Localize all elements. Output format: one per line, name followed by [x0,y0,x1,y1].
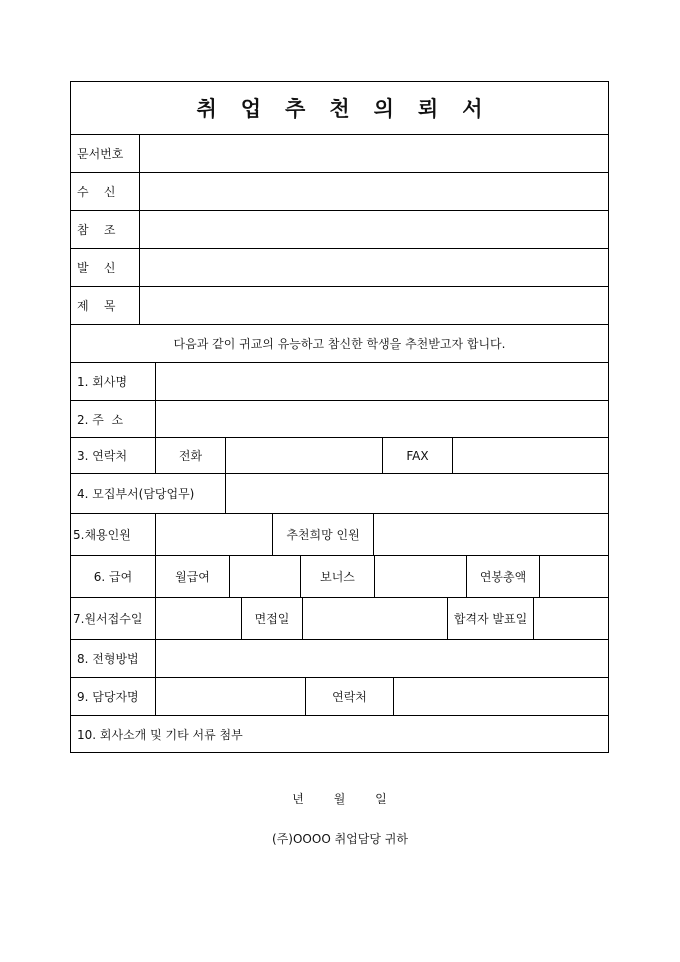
title-row [71,82,608,134]
notice-row [71,324,608,362]
subject-row [71,286,608,324]
dept-field[interactable] [225,474,608,513]
form-title: 취업추천의뢰서 [196,96,507,121]
attachment-row [71,715,608,752]
subject-label: 제 목 [77,299,116,313]
recipient-field[interactable] [139,173,608,210]
company-field[interactable] [155,363,608,400]
schedule-row [71,597,608,639]
hire-count-row [71,513,608,555]
addressee-line: (주)OOOO 취업담당 귀하 [272,832,408,846]
sender-label: 발 신 [77,261,116,275]
attachment-label: 10. 회사소개 및 기타 서류 첨부 [77,727,243,742]
hire-count-label: 5.채용인원 [73,528,131,542]
doc-number-label: 문서번호 [77,147,124,161]
application-label: 7.원서접수일 [73,612,143,626]
manager-row [71,677,608,715]
dept-row [71,473,608,513]
announce-label: 합격자 발표일 [447,598,533,639]
address-row [71,400,608,437]
manager-contact-label: 연락처 [305,678,393,715]
subject-field[interactable] [139,287,608,324]
company-label: 1. 회사명 [77,375,128,389]
phone-field[interactable] [225,438,382,473]
monthly-label: 월급여 [155,556,229,597]
recommendation-request-form [70,81,609,753]
doc-number-field[interactable] [139,135,608,172]
notice-text: 다음과 같이 귀교의 유능하고 참신한 학생을 추천받고자 합니다. [173,337,506,351]
monthly-field[interactable] [229,556,300,597]
recipient-label: 수 신 [77,185,116,199]
hire-count-field[interactable] [155,514,272,555]
method-label: 8. 전형방법 [77,652,139,666]
company-row [71,362,608,400]
recommend-count-field[interactable] [373,514,608,555]
fax-field[interactable] [452,438,608,473]
fax-label: FAX [382,438,452,473]
interview-field[interactable] [302,598,447,639]
recipient-row [71,172,608,210]
dept-label: 4. 모집부서(담당업무) [77,487,195,501]
doc-number-row [71,134,608,172]
salary-row [71,555,608,597]
manager-contact-field[interactable] [393,678,608,715]
reference-field[interactable] [139,211,608,248]
reference-row [71,210,608,248]
address-field[interactable] [155,401,608,437]
contact-label: 3. 연락처 [77,449,128,463]
method-field[interactable] [155,640,608,677]
manager-label: 9. 담당자명 [77,690,139,704]
phone-label: 전화 [155,438,225,473]
announce-field[interactable] [533,598,608,639]
reference-label: 참 조 [77,223,116,237]
bonus-label: 보너스 [300,556,374,597]
bonus-field[interactable] [374,556,466,597]
application-field[interactable] [155,598,241,639]
address-label: 2. 주 소 [77,412,124,427]
date-line: 년 월 일 [292,792,388,806]
salary-label: 6. 급여 [93,570,133,584]
manager-field[interactable] [155,678,305,715]
interview-label: 면접일 [241,598,302,639]
method-row [71,639,608,677]
annual-label: 연봉총액 [466,556,539,597]
contact-row [71,437,608,473]
recommend-count-label: 추천희망 인원 [272,514,373,555]
annual-field[interactable] [539,556,608,597]
sender-row [71,248,608,286]
sender-field[interactable] [139,249,608,286]
